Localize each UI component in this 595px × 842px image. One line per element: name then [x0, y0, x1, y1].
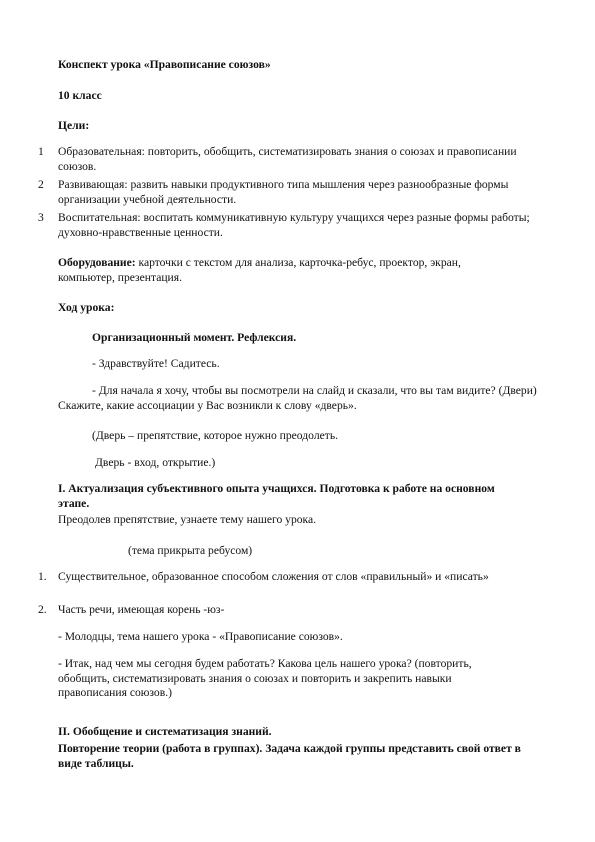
section-2-text: Повторение теории (работа в группах). Задача каждой группы представить свой ответ в виде таблицы.: [58, 742, 521, 770]
section-1-text: Преодолев препятствие, узнаете тему нашего урока.: [58, 513, 317, 526]
document-title: Конспект урока «Правописание союзов»: [58, 58, 271, 71]
greeting-line: - Здравствуйте! Садитесь.: [92, 357, 220, 370]
grade-label: 10 класс: [58, 89, 102, 102]
goal-text: Развивающая: развить навыки продуктивного типа мышления через разнообразные формы организации учебной деятельности.: [58, 178, 509, 206]
goal-question: - Итак, над чем мы сегодня будем работать? Какова цель нашего урока? (повторить, обобщить, систематизировать знания о союзах и повторить и закрепить навыки правописания союзов.): [58, 657, 472, 699]
door-association-2: Дверь - вход, открытие.): [95, 456, 216, 469]
goal-number: 1: [38, 145, 44, 158]
goal-text: Образовательная: повторить, обобщить, систематизировать знания о союзах и правописании союзов.: [58, 145, 517, 173]
topic-line: - Молодцы, тема нашего урока - «Правописание союзов».: [58, 630, 343, 643]
rebus-note: (тема прикрыта ребусом): [128, 544, 253, 557]
slide-question: - Для начала я хочу, чтобы вы посмотрели на слайд и сказали, что вы там видите? (Двери) Скажите, какие ассоциации у Вас возникли к слову «дверь».: [58, 384, 537, 412]
equipment-text: карточки с текстом для анализа, карточка-ребус, проектор, экран, компьютер, презентация.: [58, 256, 461, 284]
org-moment-heading: Организационный момент. Рефлексия.: [92, 331, 297, 344]
goals-heading: Цели:: [58, 119, 90, 132]
rebus-item-text: Существительное, образованное способом сложения от слов «правильный» и «писать»: [58, 570, 489, 583]
door-association-1: (Дверь – препятствие, которое нужно преодолеть.: [92, 429, 338, 442]
equipment-paragraph: [58, 256, 513, 285]
rebus-item-number: 1.: [38, 570, 47, 583]
section-2-heading: II. Обобщение и систематизация знаний.: [58, 725, 272, 738]
lesson-heading: Ход урока:: [58, 301, 115, 314]
section-1-heading: I. Актуализация субъективного опыта учащихся. Подготовка к работе на основном этапе.: [58, 482, 495, 510]
goal-text: Воспитательная: воспитать коммуникативную культуру учащихся через разные формы работы; духовно-нравственные ценности.: [58, 211, 530, 239]
goal-number: 3: [38, 211, 44, 224]
equipment-label: Оборудование:: [58, 256, 136, 269]
goal-number: 2: [38, 178, 44, 191]
rebus-item-text: Часть речи, имеющая корень -юз-: [58, 603, 225, 616]
rebus-item-number: 2.: [38, 603, 47, 616]
